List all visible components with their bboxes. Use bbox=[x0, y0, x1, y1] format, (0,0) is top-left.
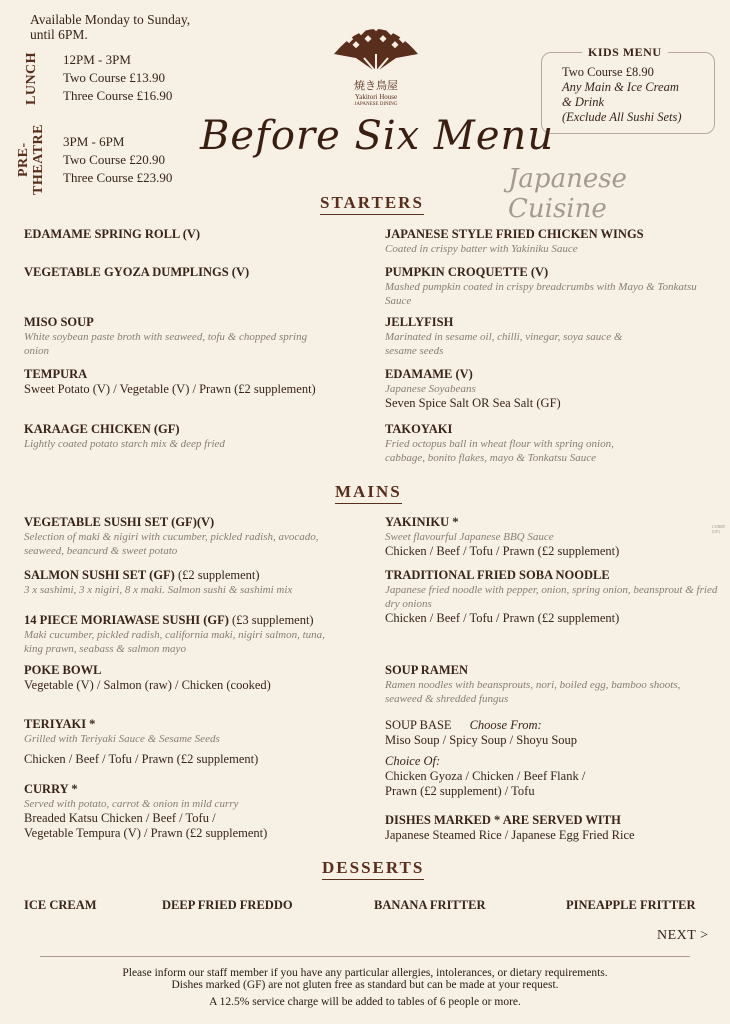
dessert-item: ICE CREAM bbox=[24, 898, 97, 912]
restaurant-logo bbox=[326, 14, 426, 109]
pretheatre-label: PRE- THEATRE bbox=[16, 124, 46, 196]
main-item: TERIYAKI * Grilled with Teriyaki Sauce & Sesame Seeds Chicken / Beef / Tofu / Prawn (£2 supplement) bbox=[24, 717, 259, 766]
starter-item: EDAMAME SPRING ROLL (V) bbox=[24, 227, 201, 241]
gluten-notice: Dishes marked (GF) are not gluten free as standard but can be made at your request. bbox=[171, 979, 559, 991]
lunch-two-course: Two Course £13.90 bbox=[63, 70, 166, 85]
logo-tagline: JAPANESE DINING bbox=[354, 102, 398, 107]
allergy-notice: Please inform our staff member if you have any particular allergies, intolerances, or dietary requirements. bbox=[122, 967, 608, 979]
starter-item: JAPANESE STYLE FRIED CHICKEN WINGS Coated in crispy batter with Yakiniku Sauce bbox=[385, 227, 644, 255]
main-item: 14 PIECE MORIAWASE SUSHI (GF) (£3 supplement) Maki cucumber, pickled radish, california maki, nigiri salmon, tuna, king prawn, seabass & salmon mayo bbox=[24, 613, 325, 655]
starter-item: JELLYFISH Marinated in sesame oil, chilli, vinegar, soya sauce & sesame seeds bbox=[385, 315, 623, 357]
lunch-hours: 12PM - 3PM bbox=[63, 52, 131, 67]
main-item: POKE BOWL Vegetable (V) / Salmon (raw) / Chicken (cooked) bbox=[24, 663, 271, 692]
desserts-heading: DESSERTS bbox=[322, 858, 424, 880]
starter-item: MISO SOUP White soybean paste broth with seaweed, tofu & chopped spring onion bbox=[24, 315, 308, 357]
kids-menu-title: KIDS MENU bbox=[582, 45, 668, 60]
kids-line2: & Drink bbox=[562, 95, 605, 109]
footer-divider bbox=[40, 956, 690, 957]
pretheatre-three-course: Three Course £23.90 bbox=[63, 170, 173, 185]
dessert-item: DEEP FRIED FREDDO bbox=[162, 898, 293, 912]
lunch-three-course: Three Course £16.90 bbox=[63, 88, 173, 103]
logo-name-en: Yakitori House bbox=[354, 93, 398, 101]
starter-item: PUMPKIN CROQUETTE (V) Mashed pumpkin coated in crispy breadcrumbs with Mayo & Tonkatsu Sauce bbox=[385, 265, 697, 307]
service-charge-notice: A 12.5% service charge will be added to tables of 6 people or more. bbox=[209, 996, 521, 1008]
kids-price: Two Course £8.90 bbox=[562, 65, 654, 79]
pretheatre-two-course: Two Course £20.90 bbox=[63, 152, 166, 167]
lunch-times bbox=[63, 51, 172, 105]
next-page-link[interactable]: NEXT > bbox=[657, 928, 709, 943]
starter-item: VEGETABLE GYOZA DUMPLINGS (V) bbox=[24, 265, 250, 279]
dessert-item: BANANA FRITTER bbox=[374, 898, 486, 912]
main-item: CURRY * Served with potato, carrot & onion in mild curry Breaded Katsu Chicken / Beef / Tofu / Vegetable Tempura (V) / Prawn (£2 supplement) bbox=[24, 782, 268, 840]
availability-note: Available Monday to Sunday, until 6PM. bbox=[30, 12, 191, 42]
main-item: TRADITIONAL FRIED SOBA NOODLE Japanese fried noodle with pepper, onion, spring onion, beansprout & fried dry onions Chicken / Beef / Tofu / Prawn (£2 supplement) bbox=[385, 568, 718, 625]
logo-name-jp: 焼き鳥屋 bbox=[354, 80, 398, 92]
tiny-note: CURRY (GF) bbox=[712, 524, 726, 534]
dessert-item: PINEAPPLE FRITTER bbox=[566, 898, 696, 912]
kids-line3: (Exclude All Sushi Sets) bbox=[562, 110, 682, 124]
served-with-note: DISHES MARKED * ARE SERVED WITH Japanese Steamed Rice / Japanese Egg Fried Rice bbox=[385, 813, 635, 842]
kids-menu-box bbox=[541, 45, 715, 134]
main-item: SALMON SUSHI SET (GF) (£2 supplement) 3 x sashimi, 3 x nigiri, 8 x maki. Salmon sushi & sashimi mix bbox=[24, 568, 293, 596]
starters-heading: STARTERS bbox=[320, 193, 424, 215]
lunch-label: LUNCH bbox=[24, 51, 39, 105]
starter-item: EDAMAME (V) Japanese Soyabeans Seven Spice Salt OR Sea Salt (GF) bbox=[385, 367, 561, 410]
kids-line1: Any Main & Ice Cream bbox=[562, 80, 679, 94]
fan-logo-icon bbox=[326, 14, 426, 74]
starter-item: TAKOYAKI Fried octopus ball in wheat flour with spring onion, cabbage, bonito flakes, mayo & Tonkatsu Sauce bbox=[385, 422, 614, 464]
menu-title: Before Six Menu bbox=[200, 113, 555, 159]
pretheatre-times bbox=[63, 133, 172, 187]
menu-subtitle: Japanese Cuisine bbox=[508, 164, 627, 224]
starter-item: TEMPURA Sweet Potato (V) / Vegetable (V) / Prawn (£2 supplement) bbox=[24, 367, 316, 396]
soup-base-options: SOUP BASE Choose From: Miso Soup / Spicy Soup / Shoyu Soup Choice Of: Chicken Gyoza / Chicken / Beef Flank / Prawn (£2 supplement) / Tofu bbox=[385, 718, 586, 798]
main-item: VEGETABLE SUSHI SET (GF)(V) Selection of maki & nigiri with cucumber, pickled radish, avocado, seaweed, beancurd & sweet potato bbox=[24, 515, 319, 557]
pretheatre-hours: 3PM - 6PM bbox=[63, 134, 125, 149]
main-item: YAKINIKU * Sweet flavourful Japanese BBQ Sauce Chicken / Beef / Tofu / Prawn (£2 supplement) bbox=[385, 515, 620, 558]
starter-item: KARAAGE CHICKEN (GF) Lightly coated potato starch mix & deep fried bbox=[24, 422, 225, 450]
mains-heading: MAINS bbox=[335, 482, 402, 504]
main-item: SOUP RAMEN Ramen noodles with beansprouts, nori, boiled egg, bamboo shoots, seaweed & shredded fungus bbox=[385, 663, 681, 705]
